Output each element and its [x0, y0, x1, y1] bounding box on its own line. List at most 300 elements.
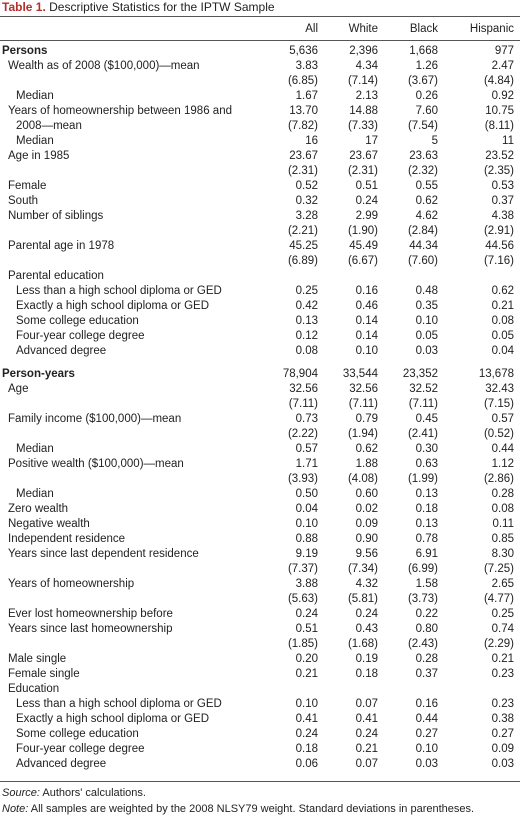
cell-black: 0.22	[415, 608, 438, 620]
cell-hispanic: (2.91)	[483, 225, 514, 237]
table-row	[0, 442, 520, 457]
row-label: Female	[8, 180, 47, 192]
table-notes	[2, 785, 474, 817]
row-label	[0, 164, 272, 179]
cell-black: 0.62	[415, 195, 438, 207]
row-label	[0, 254, 272, 269]
cell-hispanic: 0.74	[491, 623, 514, 635]
cell-all: (2.22)	[287, 428, 318, 440]
row-label: Median	[16, 488, 54, 500]
table-row	[0, 299, 520, 314]
cell-all: 78,904	[282, 368, 318, 380]
source-text: Authors' calculations.	[39, 787, 146, 799]
row-label: Male single	[8, 653, 67, 665]
cell-hispanic: 2.47	[491, 60, 514, 72]
cell-hispanic: 0.09	[491, 743, 514, 755]
cell-all: 1.71	[295, 458, 318, 470]
cell-all: 23.67	[289, 150, 318, 162]
table-row	[0, 74, 520, 89]
cell-all: (7.37)	[287, 563, 318, 575]
row-label	[0, 472, 272, 487]
cell-hispanic: 2.65	[491, 578, 514, 590]
cell-black: 0.10	[415, 743, 438, 755]
table-row	[0, 179, 520, 194]
cell-white: (2.31)	[347, 165, 378, 177]
cell-white: (4.08)	[347, 473, 378, 485]
cell-white: 2,396	[349, 45, 378, 57]
row-label	[0, 427, 272, 442]
cell-all: 3.83	[295, 60, 318, 72]
table-row	[0, 269, 520, 284]
cell-hispanic	[444, 269, 520, 284]
bottom-rule	[0, 781, 520, 782]
row-label: Family income ($100,000)—mean	[8, 413, 182, 425]
row-label	[0, 592, 272, 607]
table-row	[0, 637, 520, 652]
cell-black: (2.43)	[407, 638, 438, 650]
column-header-all: All	[305, 22, 318, 35]
cell-hispanic: 0.03	[491, 758, 514, 770]
cell-white	[324, 682, 384, 697]
table-caption	[2, 0, 275, 14]
cell-hispanic: 0.23	[491, 668, 514, 680]
row-label: Median	[16, 443, 54, 455]
cell-white: 0.24	[355, 608, 378, 620]
cell-hispanic: 0.37	[491, 195, 514, 207]
cell-all: 0.42	[295, 300, 318, 312]
cell-black: 23.63	[409, 150, 438, 162]
cell-white: 0.14	[355, 315, 378, 327]
table-row	[0, 592, 520, 607]
cell-all: 0.20	[295, 653, 318, 665]
cell-hispanic: 0.38	[491, 713, 514, 725]
cell-hispanic: 0.85	[491, 533, 514, 545]
row-label: Education	[8, 683, 60, 695]
cell-black: 0.10	[415, 315, 438, 327]
cell-hispanic: (0.52)	[483, 428, 514, 440]
cell-all: 3.88	[295, 578, 318, 590]
cell-hispanic: 13,678	[478, 368, 514, 380]
table-row	[0, 134, 520, 149]
cell-white: 2.99	[355, 210, 378, 222]
cell-hispanic: 0.44	[491, 443, 514, 455]
cell-white: 0.46	[355, 300, 378, 312]
cell-black: 0.26	[415, 90, 438, 102]
table-row	[0, 652, 520, 667]
cell-black: 0.44	[415, 713, 438, 725]
table-row	[0, 254, 520, 269]
table-row	[0, 59, 520, 74]
general-note	[2, 801, 474, 817]
cell-all: 16	[305, 135, 318, 147]
row-label: Four-year college degree	[16, 330, 145, 342]
cell-hispanic: (2.29)	[483, 638, 514, 650]
cell-all: 0.32	[295, 195, 318, 207]
cell-white: 0.10	[355, 345, 378, 357]
cell-all	[272, 269, 324, 284]
row-label: Ever lost homeownership before	[8, 608, 173, 620]
cell-white: 0.09	[355, 518, 378, 530]
row-label: Some college education	[16, 728, 139, 740]
row-label: South	[8, 195, 39, 207]
cell-black: (3.67)	[407, 75, 438, 87]
table-row	[0, 209, 520, 224]
top-rule	[0, 16, 520, 17]
cell-black: 4.62	[415, 210, 438, 222]
row-label: Wealth as of 2008 ($100,000)—mean	[8, 60, 200, 72]
cell-all	[272, 682, 324, 697]
cell-hispanic: (8.11)	[484, 120, 514, 132]
row-label	[0, 224, 272, 239]
cell-hispanic: (4.77)	[483, 593, 514, 605]
row-label: Advanced degree	[16, 758, 107, 770]
section-spacer	[0, 359, 520, 367]
table-row	[0, 89, 520, 104]
cell-white: 0.07	[355, 698, 378, 710]
section-header-row	[0, 44, 520, 59]
table-row	[0, 697, 520, 712]
row-label: 2008—mean	[16, 120, 82, 132]
table-row	[0, 329, 520, 344]
table-row	[0, 562, 520, 577]
cell-hispanic: 0.62	[491, 285, 514, 297]
cell-white	[324, 269, 384, 284]
cell-white: (7.33)	[347, 120, 378, 132]
cell-all: (2.21)	[287, 225, 318, 237]
table-row	[0, 344, 520, 359]
table-row	[0, 382, 520, 397]
row-label: Exactly a high school diploma or GED	[16, 300, 210, 312]
cell-white: 0.14	[355, 330, 378, 342]
cell-all: 32.56	[289, 383, 318, 395]
cell-white: 0.19	[355, 653, 378, 665]
row-label: Zero wealth	[8, 503, 69, 515]
cell-white: 0.02	[355, 503, 378, 515]
cell-all: 9.19	[295, 548, 318, 560]
cell-all: 0.24	[295, 608, 318, 620]
cell-all: (5.63)	[287, 593, 318, 605]
cell-white: 0.24	[355, 195, 378, 207]
cell-hispanic: 32.43	[485, 383, 514, 395]
cell-black: (2.84)	[407, 225, 438, 237]
row-label: Median	[16, 135, 54, 147]
cell-black: 1,668	[409, 45, 438, 57]
cell-white: (1.68)	[347, 638, 378, 650]
cell-black: 0.48	[415, 285, 438, 297]
cell-white: 33,544	[342, 368, 378, 380]
cell-black: 0.45	[415, 413, 438, 425]
table-row	[0, 397, 520, 412]
cell-all: 0.41	[295, 713, 318, 725]
cell-hispanic: 0.28	[491, 488, 514, 500]
cell-all: (3.93)	[287, 473, 318, 485]
table-caption-label: Table 1.	[2, 0, 46, 14]
cell-black: 0.37	[415, 668, 438, 680]
cell-white: 23.67	[349, 150, 378, 162]
column-header-black: Black	[409, 22, 438, 35]
cell-hispanic: 0.04	[491, 345, 514, 357]
spacer-cell	[0, 359, 520, 367]
row-label: Years since last homeownership	[8, 623, 173, 635]
cell-hispanic: 977	[494, 45, 514, 57]
cell-black: 0.03	[415, 345, 438, 357]
table-row	[0, 682, 520, 697]
cell-white: 0.90	[355, 533, 378, 545]
row-label: Less than a high school diploma or GED	[16, 285, 222, 297]
cell-all: 0.06	[295, 758, 318, 770]
cell-black: (2.32)	[407, 165, 438, 177]
cell-hispanic: (2.86)	[483, 473, 514, 485]
table-row	[0, 532, 520, 547]
cell-white: (1.94)	[347, 428, 378, 440]
cell-black: 0.78	[415, 533, 438, 545]
cell-black: (7.11)	[408, 398, 438, 410]
cell-white: 0.79	[355, 413, 378, 425]
row-label: Parental age in 1978	[8, 240, 115, 252]
row-label	[0, 397, 272, 412]
cell-hispanic: 0.11	[492, 518, 514, 530]
table-row	[0, 757, 520, 772]
cell-white: 0.43	[355, 623, 378, 635]
cell-all: 3.28	[295, 210, 318, 222]
cell-hispanic: (4.84)	[483, 75, 514, 87]
cell-black: (2.41)	[407, 428, 438, 440]
row-label: Positive wealth ($100,000)—mean	[8, 458, 184, 470]
cell-hispanic: 0.23	[491, 698, 514, 710]
table-row	[0, 149, 520, 164]
cell-black	[384, 682, 444, 697]
cell-white: (5.81)	[347, 593, 378, 605]
cell-black: 0.18	[415, 503, 438, 515]
cell-black: 44.34	[409, 240, 438, 252]
cell-black: (3.73)	[407, 593, 438, 605]
row-label	[0, 562, 272, 577]
statistics-table-body	[0, 44, 520, 772]
cell-white: 17	[365, 135, 378, 147]
cell-black: 0.63	[415, 458, 438, 470]
cell-black: 0.35	[415, 300, 438, 312]
table-row	[0, 239, 520, 254]
table-row	[0, 517, 520, 532]
cell-all: 0.21	[295, 668, 318, 680]
table-row	[0, 742, 520, 757]
cell-all: 45.25	[289, 240, 318, 252]
cell-all: 0.18	[295, 743, 318, 755]
cell-black: 0.16	[415, 698, 438, 710]
cell-hispanic: 0.57	[491, 413, 514, 425]
cell-white: 0.24	[355, 728, 378, 740]
cell-white: 0.60	[355, 488, 378, 500]
cell-black: 1.58	[415, 578, 438, 590]
cell-all: 0.51	[295, 623, 318, 635]
cell-black: 5	[431, 135, 438, 147]
table-row	[0, 427, 520, 442]
cell-hispanic: (7.16)	[483, 255, 514, 267]
cell-white: 4.34	[355, 60, 378, 72]
cell-all: 0.24	[295, 728, 318, 740]
cell-white: 0.18	[355, 668, 378, 680]
cell-all: 0.04	[295, 503, 318, 515]
cell-hispanic	[444, 682, 520, 697]
cell-black: 7.60	[415, 105, 438, 117]
cell-all: (1.85)	[287, 638, 318, 650]
cell-all: 1.67	[295, 90, 318, 102]
cell-white: 9.56	[355, 548, 378, 560]
cell-all: 13.70	[289, 105, 318, 117]
cell-all: 0.10	[295, 698, 318, 710]
cell-white: 0.62	[355, 443, 378, 455]
row-label: Number of siblings	[8, 210, 104, 222]
cell-black: 0.13	[415, 488, 438, 500]
column-header-table	[0, 19, 520, 39]
cell-hispanic: 0.92	[491, 90, 514, 102]
cell-black: (1.99)	[407, 473, 438, 485]
cell-all: (7.82)	[287, 120, 318, 132]
header-rule	[0, 40, 520, 41]
row-label: Person-years	[2, 368, 75, 380]
cell-white: 0.51	[355, 180, 378, 192]
cell-hispanic: 11	[502, 135, 514, 147]
row-label: Parental education	[8, 270, 104, 282]
cell-black: 32.52	[409, 383, 438, 395]
row-label	[0, 637, 272, 652]
cell-all: 0.13	[295, 315, 318, 327]
row-label: Persons	[2, 45, 48, 57]
cell-hispanic: 0.08	[491, 503, 514, 515]
cell-black	[384, 269, 444, 284]
cell-hispanic: 1.12	[491, 458, 514, 470]
row-label: Exactly a high school diploma or GED	[16, 713, 210, 725]
cell-black: 23,352	[402, 368, 438, 380]
cell-hispanic: 8.30	[491, 548, 514, 560]
cell-white: 32.56	[349, 383, 378, 395]
cell-all: 0.08	[295, 345, 318, 357]
cell-all: (7.11)	[288, 398, 318, 410]
cell-all: 0.12	[295, 330, 318, 342]
row-label: Female single	[8, 668, 80, 680]
cell-all: 5,636	[289, 45, 318, 57]
statistics-table	[0, 44, 520, 772]
row-label: Four-year college degree	[16, 743, 145, 755]
column-header-hispanic: Hispanic	[469, 22, 514, 35]
row-label	[0, 74, 272, 89]
cell-black: 1.26	[415, 60, 438, 72]
cell-black: (6.99)	[407, 563, 438, 575]
table-row	[0, 712, 520, 727]
table-row	[0, 284, 520, 299]
stub-header	[0, 19, 272, 39]
cell-hispanic: (2.35)	[483, 165, 514, 177]
row-label: Median	[16, 90, 54, 102]
cell-hispanic: 0.27	[491, 728, 514, 740]
cell-white: 1.88	[355, 458, 378, 470]
cell-hispanic: 23.52	[485, 150, 514, 162]
cell-hispanic: 0.05	[491, 330, 514, 342]
cell-white: 0.16	[355, 285, 378, 297]
cell-white: (7.11)	[348, 398, 378, 410]
cell-hispanic: (7.15)	[483, 398, 514, 410]
table-row	[0, 727, 520, 742]
cell-all: 0.50	[295, 488, 318, 500]
cell-black: (7.60)	[407, 255, 438, 267]
row-label: Negative wealth	[8, 518, 90, 530]
cell-all: 0.88	[295, 533, 318, 545]
cell-black: 0.55	[415, 180, 438, 192]
table-row	[0, 119, 520, 134]
row-label: Age	[8, 383, 29, 395]
table-row	[0, 622, 520, 637]
note-label: Note:	[2, 803, 29, 815]
row-label: Years of homeownership between 1986 and	[8, 105, 232, 117]
cell-all: 0.73	[295, 413, 318, 425]
table-row	[0, 104, 520, 119]
cell-all: 0.52	[295, 180, 318, 192]
row-label: Independent residence	[8, 533, 126, 545]
cell-black: 0.27	[415, 728, 438, 740]
cell-black: 0.13	[415, 518, 438, 530]
cell-black: (7.54)	[407, 120, 438, 132]
table-row	[0, 667, 520, 682]
cell-hispanic: 0.21	[491, 653, 514, 665]
column-header-white: White	[348, 22, 378, 35]
cell-white: 0.21	[355, 743, 378, 755]
table-row	[0, 412, 520, 427]
table-row	[0, 314, 520, 329]
cell-hispanic: 0.53	[491, 180, 514, 192]
cell-white: 4.32	[355, 578, 378, 590]
cell-white: 14.88	[349, 105, 378, 117]
cell-white: 45.49	[349, 240, 378, 252]
cell-white: 2.13	[355, 90, 378, 102]
cell-white: (1.90)	[347, 225, 378, 237]
table-row	[0, 164, 520, 179]
column-header-row	[0, 19, 520, 39]
cell-all: 0.10	[295, 518, 318, 530]
cell-white: (6.67)	[347, 255, 378, 267]
cell-all: (2.31)	[287, 165, 318, 177]
table-row	[0, 607, 520, 622]
table-row	[0, 547, 520, 562]
source-label: Source:	[2, 787, 40, 799]
cell-hispanic: 10.75	[485, 105, 514, 117]
cell-black: 0.80	[415, 623, 438, 635]
table-row	[0, 457, 520, 472]
table-caption-title: Descriptive Statistics for the IPTW Sample	[45, 0, 275, 14]
row-label: Age in 1985	[8, 150, 70, 162]
cell-hispanic: 0.21	[491, 300, 514, 312]
cell-white: 0.41	[355, 713, 378, 725]
cell-hispanic: 44.56	[485, 240, 514, 252]
cell-all: (6.85)	[287, 75, 318, 87]
cell-hispanic: (7.25)	[483, 563, 514, 575]
row-label: Years of homeownership	[8, 578, 135, 590]
cell-all: (6.89)	[287, 255, 318, 267]
section-header-row	[0, 367, 520, 382]
cell-black: 6.91	[415, 548, 438, 560]
cell-white: 0.07	[355, 758, 378, 770]
cell-hispanic: 0.08	[491, 315, 514, 327]
row-label: Some college education	[16, 315, 139, 327]
table-row	[0, 502, 520, 517]
row-label: Years since last dependent residence	[8, 548, 199, 560]
cell-hispanic: 0.25	[491, 608, 514, 620]
row-label: Advanced degree	[16, 345, 107, 357]
row-label: Less than a high school diploma or GED	[16, 698, 222, 710]
cell-all: 0.57	[295, 443, 318, 455]
cell-white: (7.14)	[347, 75, 378, 87]
cell-white: (7.34)	[347, 563, 378, 575]
source-note	[2, 785, 474, 801]
